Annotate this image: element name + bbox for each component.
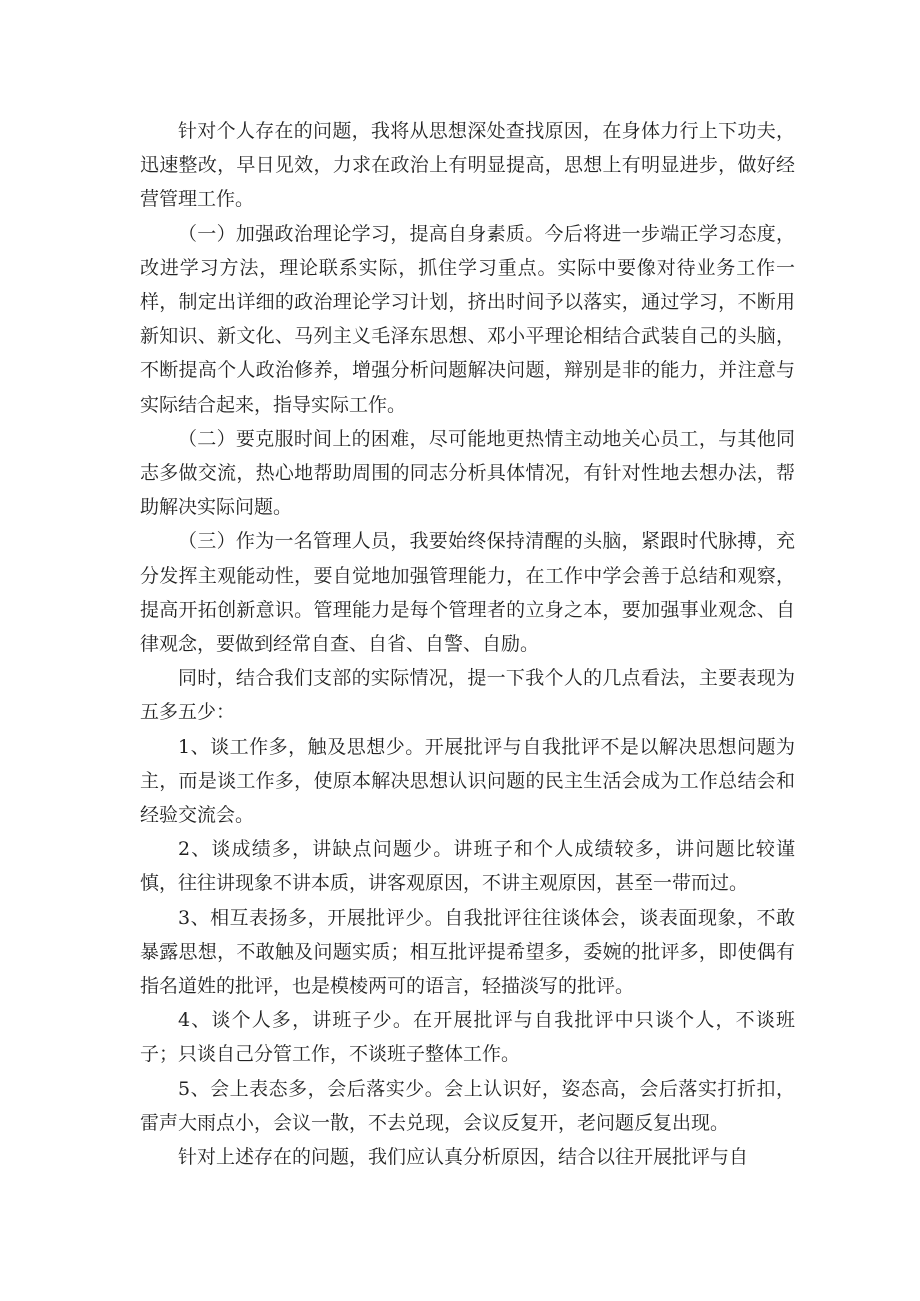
paragraph-point-2: 2、谈成绩多，讲缺点问题少。讲班子和个人成绩较多，讲问题比较谨慎，往往讲现象不讲本质，讲客观原因，不讲主观原因，甚至一带而过。 <box>140 838 795 895</box>
paragraph-item-1: （一）加强政治理论学习，提高自身素质。今后将进一步端正学习态度，改进学习方法，理论联系实际，抓住学习重点。实际中要像对待业务工作一样，制定出详细的政治理论学习计划，挤出时间予以落实，通过学习，不断用新知识、新文化、马列主义毛泽东思想、邓小平理论相结合武装自己的头脑，不断提高个人政治修养，增强分析问题解决问题，辩别是非的能力，并注意与实际结合起来，指导实际工作。 <box>140 222 795 416</box>
paragraph-item-3: （三）作为一名管理人员，我要始终保持清醒的头脑，紧跟时代脉搏，充分发挥主观能动性，要自觉地加强管理能力，在工作中学会善于总结和观察，提高开拓创新意识。管理能力是每个管理者的立身之本，要加强事业观念、自律观念，要做到经常自查、自省、自警、自励。 <box>140 530 795 656</box>
paragraph-summary: 同时，结合我们支部的实际情况，提一下我个人的几点看法，主要表现为五多五少： <box>140 667 795 724</box>
document-body <box>140 114 795 1174</box>
paragraph-item-2: （二）要克服时间上的困难，尽可能地更热情主动地关心员工，与其他同志多做交流，热心地帮助周围的同志分析具体情况，有针对性地去想办法，帮助解决实际问题。 <box>140 427 795 519</box>
paragraph-point-1: 1、谈工作多，触及思想少。开展批评与自我批评不是以解决思想问题为主，而是谈工作多，使原本解决思想认识问题的民主生活会成为工作总结会和经验交流会。 <box>140 735 795 827</box>
paragraph-point-3: 3、相互表扬多，开展批评少。自我批评往往谈体会，谈表面现象，不敢暴露思想，不敢触及问题实质；相互批评提希望多，委婉的批评多，即使偶有指名道姓的批评，也是模棱两可的语言，轻描淡写的批评。 <box>140 906 795 998</box>
paragraph-closing: 针对上述存在的问题，我们应认真分析原因，结合以往开展批评与自 <box>178 1146 749 1169</box>
paragraph-point-5: 5、会上表态多，会后落实少。会上认识好，姿态高，会后落实打折扣，雷声大雨点小，会议一散，不去兑现，会议反复开，老问题反复出现。 <box>140 1077 795 1134</box>
paragraph-point-4: 4、谈个人多，讲班子少。在开展批评与自我批评中只谈个人，不谈班子；只谈自己分管工作，不谈班子整体工作。 <box>140 1009 795 1066</box>
paragraph-intro: 针对个人存在的问题，我将从思想深处查找原因，在身体力行上下功夫，迅速整改，早日见效，力求在政治上有明显提高，思想上有明显进步，做好经营管理工作。 <box>140 120 795 211</box>
